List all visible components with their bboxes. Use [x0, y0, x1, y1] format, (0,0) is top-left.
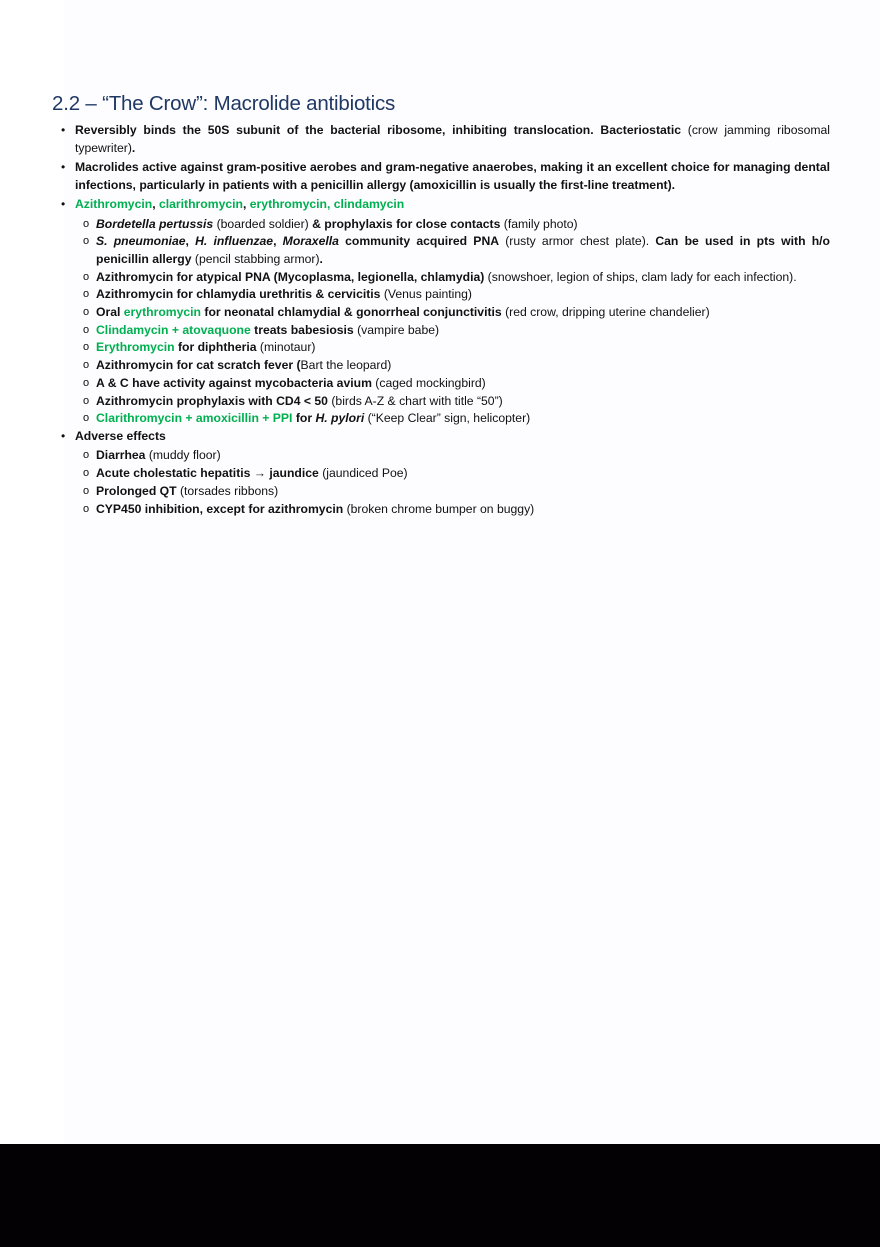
bullet-text — [75, 160, 830, 192]
text-run: (family photo) — [500, 216, 578, 231]
sub-bullet-item — [52, 286, 830, 304]
text-run: Oral — [96, 305, 124, 320]
circle-bullet-icon: o — [83, 394, 90, 407]
circle-bullet-icon: o — [83, 306, 90, 319]
text-run: (broken chrome bumper on buggy) — [343, 501, 535, 516]
bullet-dot-icon: • — [61, 197, 66, 211]
text-run: (pencil stabbing armor) — [191, 251, 320, 266]
text-run: (torsades ribbons) — [176, 483, 279, 498]
sub-bullet-item — [52, 393, 830, 411]
text-run: Clarithromycin + amoxicillin + PPI — [96, 411, 293, 426]
sub-bullet-item — [52, 375, 830, 393]
bullet-dot-icon: • — [61, 123, 66, 137]
text-run: , — [152, 197, 159, 211]
circle-bullet-icon: o — [83, 467, 90, 480]
text-run: H. influenzae — [195, 234, 274, 249]
sub-bullet-text — [96, 270, 797, 284]
text-run: Erythromycin — [96, 340, 175, 355]
text-run: Diarrhea — [96, 448, 146, 463]
circle-bullet-icon: o — [83, 217, 90, 230]
circle-bullet-icon: o — [83, 341, 90, 354]
bottom-black-bar — [0, 1144, 880, 1247]
sub-bullet-text — [96, 305, 710, 319]
text-run: Azithromycin for chlamydia urethritis & cervicitis — [96, 287, 381, 302]
text-run: , — [185, 234, 196, 249]
text-run: A & C have activity against mycobacteria avium — [96, 375, 372, 390]
sub-bullet-item — [52, 339, 830, 357]
sub-bullet-text — [96, 358, 391, 372]
text-run: H. pylori — [315, 411, 365, 426]
sub-bullet-text — [96, 234, 830, 266]
bullet-dot-icon: • — [61, 160, 66, 174]
text-run: (vampire babe) — [353, 322, 440, 337]
text-run: for diphtheria — [174, 340, 257, 355]
text-run: (boarded soldier) — [213, 216, 313, 231]
circle-bullet-icon: o — [83, 270, 90, 283]
sub-bullet-item — [52, 465, 830, 483]
text-run: (crow jamming ribosomal typewriter) — [75, 123, 830, 155]
circle-bullet-icon: o — [83, 502, 90, 515]
bullet-text — [75, 429, 166, 443]
sub-bullet-text — [96, 502, 534, 516]
text-run: Acute cholestatic hepatitis → jaundice — [96, 466, 319, 481]
sub-bullet-text — [96, 287, 472, 301]
text-run: Clindamycin + atovaquone — [96, 322, 251, 337]
text-run: (minotaur) — [256, 340, 316, 355]
text-run: community acquired PNA — [338, 234, 500, 249]
sub-bullet-item — [52, 483, 830, 501]
text-run: (jaundiced Poe) — [318, 466, 408, 481]
sub-bullet-item — [52, 357, 830, 375]
sub-bullet-text — [96, 466, 408, 480]
sub-bullet-text — [96, 484, 278, 498]
sub-bullet-item — [52, 410, 830, 428]
text-run: (caged mockingbird) — [371, 375, 486, 390]
text-run: CYP450 inhibition, except for azithromycin — [96, 501, 344, 516]
circle-bullet-icon: o — [83, 323, 90, 336]
text-run: Macrolides active against gram-positive aerobes and gram-negative anaerobes, making it an excellent choice for managing dental infections, particularly in patients with a penicillin allergy (amoxicillin is usually the first-line treatment). — [75, 160, 830, 192]
text-run: (“Keep Clear” sign, helicopter) — [364, 411, 531, 426]
document-content — [52, 90, 830, 518]
bullet-item — [52, 428, 830, 446]
text-run: . — [319, 251, 323, 266]
sub-bullet-text — [96, 448, 221, 462]
sub-bullet-item — [52, 501, 830, 519]
sub-bullet-text — [96, 340, 315, 354]
text-run: Adverse effects — [75, 428, 166, 443]
text-run: Azithromycin for cat scratch fever ( — [96, 358, 301, 373]
text-run: Azithromycin — [75, 197, 153, 211]
sub-bullet-text — [96, 217, 578, 231]
bullet-item — [52, 122, 830, 157]
bullet-item — [52, 196, 830, 214]
text-run: treats babesiosis — [250, 322, 354, 337]
text-run: (snowshoer, legion of ships, clam lady for each infection). — [484, 269, 797, 284]
sub-bullet-text — [96, 323, 439, 337]
text-run: clarithromycin — [158, 197, 243, 211]
sub-bullet-item — [52, 447, 830, 465]
section-heading: 2.2 – “The Crow”: Macrolide antibiotics — [52, 92, 396, 115]
sub-bullet-item — [52, 216, 830, 234]
text-run: Azithromycin prophylaxis with CD4 < 50 — [96, 393, 328, 408]
text-run: Azithromycin for atypical PNA (Mycoplasma, legionella, chlamydia) — [96, 269, 485, 284]
text-run: for neonatal chlamydial & gonorrheal conjunctivitis — [201, 305, 502, 320]
sub-bullet-item — [52, 304, 830, 322]
sub-bullet-item — [52, 269, 830, 287]
text-run: Can be used in pts with h/o penicillin allergy — [96, 234, 830, 266]
bullet-text — [75, 123, 830, 155]
circle-bullet-icon: o — [83, 484, 90, 497]
sub-bullet-text — [96, 411, 530, 425]
circle-bullet-icon: o — [83, 412, 90, 425]
text-run: (muddy floor) — [145, 448, 221, 463]
text-run: . — [131, 140, 136, 155]
bullet-list — [52, 122, 830, 518]
sub-bullet-item — [52, 322, 830, 340]
text-run: erythromycin, clindamycin — [249, 197, 405, 211]
text-run: & prophylaxis for close contacts — [312, 216, 501, 231]
circle-bullet-icon: o — [83, 376, 90, 389]
text-run: Moraxella — [282, 234, 339, 249]
sub-bullet-item — [52, 233, 830, 268]
text-run: (Venus painting) — [380, 287, 472, 302]
text-run: S. pneumoniae — [96, 234, 186, 249]
text-run: erythromycin — [123, 305, 201, 320]
bullet-item — [52, 159, 830, 194]
text-run: Prolonged QT — [96, 483, 177, 498]
circle-bullet-icon: o — [83, 288, 90, 301]
bullet-dot-icon: • — [61, 428, 66, 443]
circle-bullet-icon: o — [83, 449, 90, 462]
text-run: Bart the leopard) — [300, 358, 392, 373]
sub-bullet-text — [96, 394, 503, 408]
circle-bullet-icon: o — [83, 235, 90, 248]
sub-bullet-text — [96, 376, 486, 390]
circle-bullet-icon: o — [83, 359, 90, 372]
text-run: , — [242, 197, 250, 211]
text-run: , — [273, 234, 283, 249]
text-run: Bordetella pertussis — [96, 216, 214, 231]
bullet-text — [75, 197, 404, 211]
text-run: (rusty armor chest plate). — [499, 234, 656, 249]
text-run: Reversibly binds the 50S subunit of the bacterial ribosome, inhibiting translocation. Bacteriostatic — [75, 123, 682, 137]
text-run: (red crow, dripping uterine chandelier) — [501, 305, 710, 320]
text-run: for — [292, 411, 316, 426]
text-run: (birds A-Z & chart with title “50”) — [327, 393, 503, 408]
